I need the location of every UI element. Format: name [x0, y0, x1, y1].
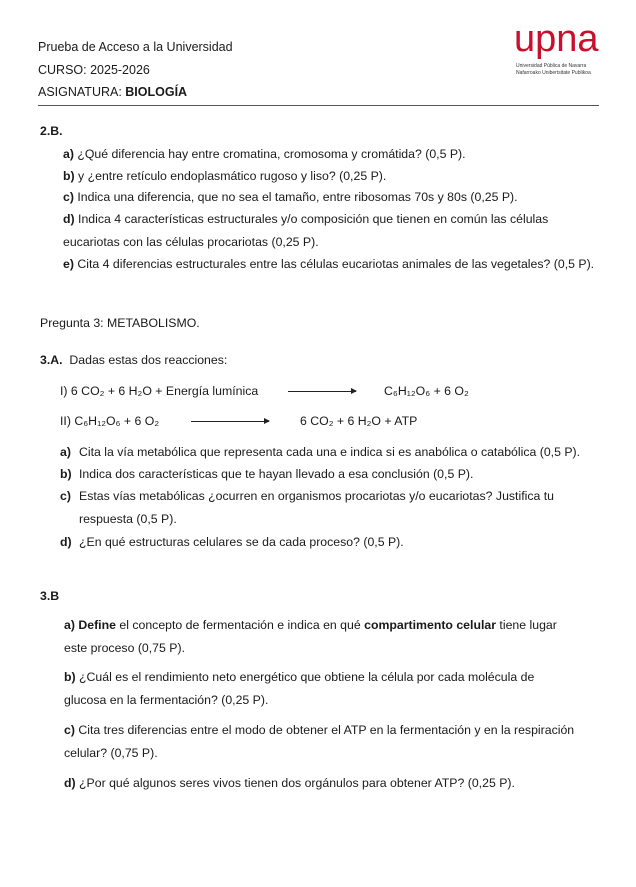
q3a-item-c [60, 489, 554, 503]
subject-value: BIOLOGÍA [125, 85, 188, 99]
q2b-item-e [63, 257, 594, 271]
item-letter: b) [64, 670, 76, 684]
item-text: y ¿entre retículo endoplasmático rugoso y liso? (0,25 P). [74, 169, 387, 183]
subject-label: ASIGNATURA: [38, 85, 126, 99]
q3b-item-b [64, 670, 534, 684]
item-letter: d) [63, 212, 75, 226]
reaction-2-left: II) C₆H₁₂O₆ + 6 O₂ [60, 414, 160, 428]
q3b-item-c [64, 723, 574, 737]
header-course: CURSO: 2025-2026 [38, 63, 150, 77]
item-text: ¿Por qué algunos seres vivos tienen dos orgánulos para obtener ATP? (0,25 P). [75, 776, 515, 790]
section-3b-title: 3.B [40, 589, 60, 603]
q3b-item-d [64, 776, 515, 790]
intro-text: Dadas estas dos reacciones: [69, 353, 228, 367]
reaction-1-arrow [288, 391, 356, 392]
item-text: Indica una diferencia, que no sea el tamaño, entre ribosomas 70s y 80s (0,25 P). [73, 190, 518, 204]
item-letter: c) [63, 190, 74, 204]
question-3-heading: Pregunta 3: METABOLISMO. [40, 316, 200, 330]
item-text: ¿Cuál es el rendimiento neto energético que obtiene la célula por cada molécula de [75, 670, 535, 684]
item-letter: c) [60, 489, 71, 503]
reaction-1-right: C₆H₁₂O₆ + 6 O₂ [384, 384, 469, 398]
item-letter: a) [63, 147, 74, 161]
q3a-item-c-cont: respuesta (0,5 P). [79, 512, 177, 526]
logo-wordmark: upna [514, 18, 599, 60]
q2b-item-d [63, 212, 548, 226]
item-text: tiene lugar [496, 618, 557, 632]
item-letter: b) [63, 169, 75, 183]
q3a-item-d [60, 535, 404, 549]
section-3a-title: 3.A. [40, 353, 63, 367]
item-text: Estas vías metabólicas ¿ocurren en organismos procariotas y/o eucariotas? Justifica tu [79, 489, 555, 503]
header-subject [38, 85, 187, 99]
item-letter: a) [64, 618, 79, 632]
q3b-item-a [64, 618, 557, 632]
q2b-item-c [63, 190, 518, 204]
item-text: Cita 4 diferencias estructurales entre las células eucariotas animales de las vegetales? (0,5 P). [73, 257, 595, 271]
reaction-2-right: 6 CO₂ + 6 H₂O + ATP [300, 414, 418, 428]
q3a-item-a [60, 445, 580, 459]
item-text: ¿En qué estructuras celulares se da cada proceso? (0,5 P). [79, 535, 404, 549]
item-text: Cita la vía metabólica que representa cada una e indica si es anabólica o catabólica (0,5 P). [79, 445, 581, 459]
header-divider [38, 105, 599, 106]
section-2b-title: 2.B. [40, 124, 63, 138]
item-letter: d) [64, 776, 76, 790]
bold-term: Define [78, 618, 116, 632]
item-letter: e) [63, 257, 74, 271]
header-line-1: Prueba de Acceso a la Universidad [38, 40, 233, 54]
q2b-item-d-cont: eucariotas con las células procariotas (0,25 P). [63, 235, 319, 249]
item-letter: d) [60, 535, 72, 549]
item-text: Indica 4 características estructurales y/o composición que tienen en común las células [74, 212, 549, 226]
item-letter: b) [60, 467, 72, 481]
reaction-2-arrow [191, 421, 269, 422]
item-text: el concepto de fermentación e indica en qué [115, 618, 365, 632]
reaction-1-left: I) 6 CO₂ + 6 H₂O + Energía lumínica [60, 384, 259, 398]
item-text: ¿Qué diferencia hay entre cromatina, cromosoma y cromátida? (0,5 P). [73, 147, 466, 161]
item-letter: c) [64, 723, 75, 737]
bold-term: compartimento celular [364, 618, 496, 632]
q2b-item-b [63, 169, 386, 183]
q3b-item-c-cont: celular? (0,75 P). [64, 746, 158, 760]
q3b-item-a-cont: este proceso (0,75 P). [64, 641, 185, 655]
logo-caption-1: Universidad Pública de Navarra [516, 63, 587, 69]
item-text: Indica dos características que te hayan llevado a esa conclusión (0,5 P). [79, 467, 474, 481]
q3a-item-b [60, 467, 473, 481]
section-3a-intro [40, 353, 227, 367]
q3b-item-b-cont: glucosa en la fermentación? (0,25 P). [64, 693, 269, 707]
logo-caption-2: Nafarroako Unibertsitate Publikoa [516, 70, 591, 76]
item-text: Cita tres diferencias entre el modo de obtener el ATP en la fermentación y en la respiración [74, 723, 575, 737]
item-letter: a) [60, 445, 71, 459]
q2b-item-a [63, 147, 466, 161]
